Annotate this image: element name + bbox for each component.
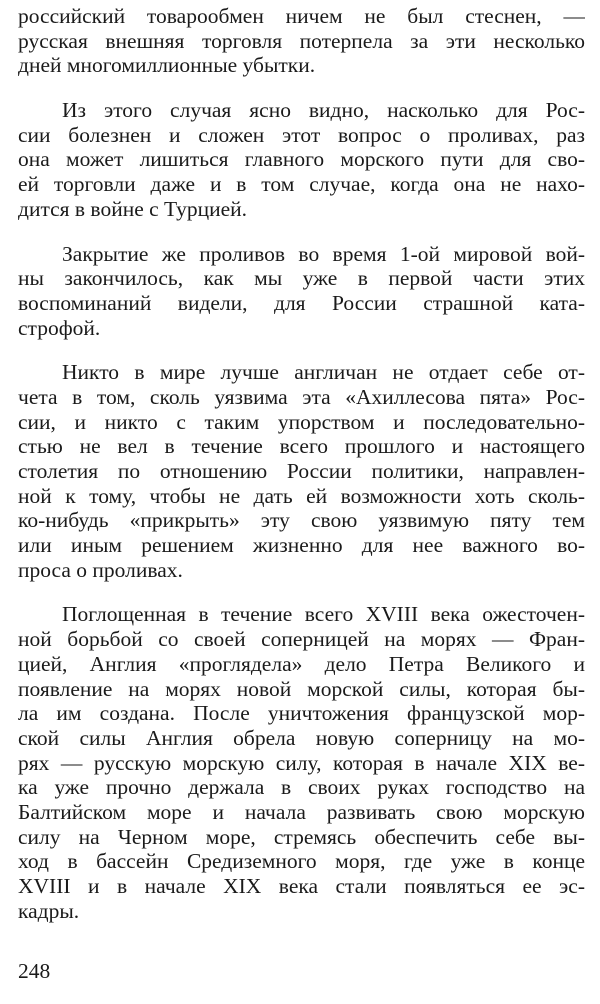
text-line: Из этого случая ясно видно, насколько для Рос- [62,98,585,123]
text-line: чета в том, сколь уязвима эта «Ахиллесова пята» Рос- [18,384,585,409]
text-line: русская внешняя торговля потерпела за эти несколько [18,28,585,53]
text-line: ны закончилось, как мы уже в первой части этих [18,266,585,291]
text-line: цией, Англия «проглядела» дело Петра Великого и [18,651,585,676]
page-body [18,4,585,943]
text-line: строфой. [18,315,101,340]
text-line: воспоминаний видели, для России страшной ката- [18,290,585,315]
text-line: кадры. [18,898,80,923]
text-line: ход в бассейн Средиземного моря, где уже в конце [18,849,585,874]
text-line: рях — русскую морскую силу, которая в начале XIX ве- [18,750,585,775]
text-line: проса о проливах. [18,557,183,582]
text-line: Балтийском море и начала развивать свою морскую [18,799,585,824]
text-line: ей торговли даже и в том случае, когда она не нахо- [18,172,585,197]
paragraph [18,602,585,923]
text-line: или иным решением жизненно для нее важного во- [18,533,585,558]
text-line: дней многомиллионные убытки. [18,53,316,78]
text-line: Поглощенная в течение всего XVIII века ожесточен- [62,602,585,627]
paragraph [18,98,585,221]
text-line: она может лишиться главного морского пути для сво- [18,147,585,172]
text-line: столетия по отношению России политики, направлен- [18,459,585,483]
text-line: ка уже прочно держала в своих руках господство на [18,775,585,800]
text-line: ной к тому, чтобы не дать ей возможности хоть сколь- [18,483,585,508]
text-line: появление на морях новой морской силы, которая бы- [18,676,585,701]
text-line: ко-нибудь «прикрыть» эту свою уязвимую пяту тем [18,508,585,533]
text-line: дится в войне с Турцией. [18,196,248,221]
text-line: сии болезнен и сложен этот вопрос о проливах, раз [18,122,585,147]
paragraph [18,242,585,341]
text-line: ла им создана. После уничтожения французской мор- [18,701,585,726]
paragraph [18,360,585,582]
text-line: российский товарообмен ничем не был стеснен, — [18,4,585,28]
paragraph [18,4,585,78]
text-line: стью не вел в течение всего прошлого и настоящего [18,434,585,459]
text-line: Закрытие же проливов во время 1-ой мировой вой- [62,241,585,266]
text-line: ной борьбой со своей соперницей на морях — Фран- [18,627,585,652]
text-line: Никто в мире лучше англичан не отдает себе от- [62,360,585,385]
text-line: ской силы Англия обрела новую соперницу на мо- [18,725,585,750]
text-line: силу на Черном море, стремясь обеспечить себе вы- [18,824,585,849]
text-line: XVIII и в начале XIX века стали появляться ее эс- [18,874,585,898]
page-number: 248 [18,959,51,983]
text-line: сии, и никто с таким упорством и последовательно- [18,409,585,434]
